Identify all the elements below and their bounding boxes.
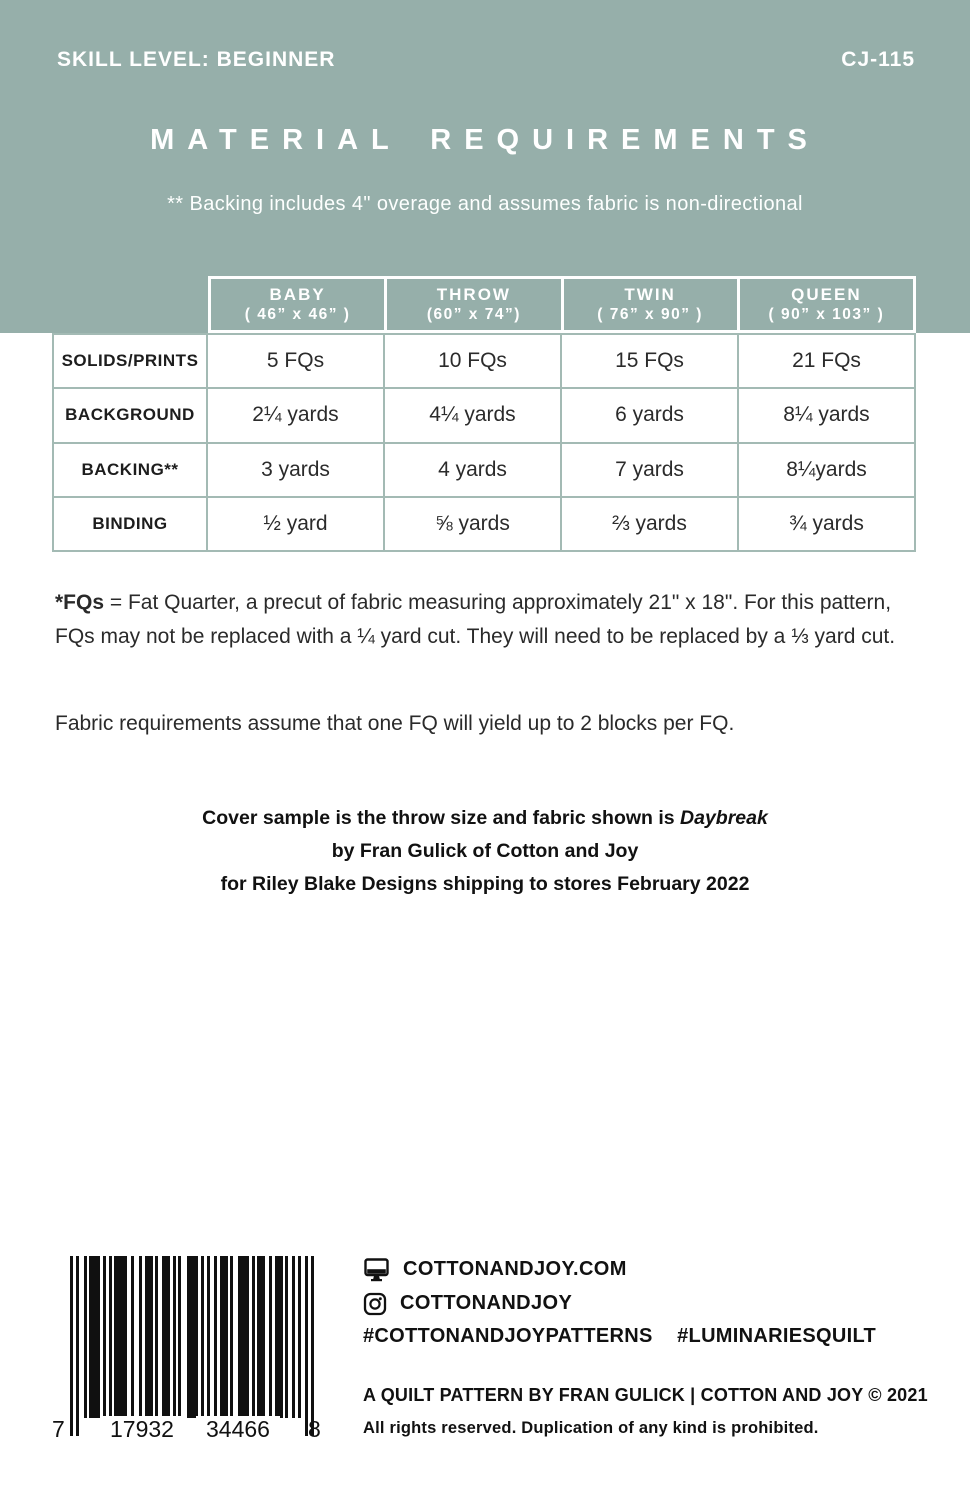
barcode-bar: [298, 1256, 301, 1418]
instagram-row: [363, 1290, 876, 1317]
table-cell: 10 FQs: [385, 335, 560, 387]
backing-note: ** Backing includes 4" overage and assumes fabric is non-directional: [167, 193, 803, 215]
table-cell: ⅔ yards: [562, 498, 737, 550]
table-cell: 7 yards: [562, 444, 737, 496]
row-label-binding: BINDING: [54, 498, 206, 550]
barcode-bar: [173, 1256, 176, 1418]
table-cell: 2¼ yards: [208, 389, 383, 441]
barcode-bar: [178, 1256, 181, 1418]
column-name: TWIN: [624, 285, 676, 305]
barcode-bar: [269, 1256, 272, 1418]
cover-line-2: by Fran Gulick of Cotton and Joy: [331, 840, 639, 862]
barcode-bar: [257, 1256, 265, 1418]
requirements-table-body: [52, 333, 916, 552]
barcode-digit-group1: 17932: [100, 1416, 184, 1443]
table-cell: ⅝ yards: [385, 498, 560, 550]
barcode-bar: [230, 1256, 233, 1418]
column-size: (60” x 74”): [426, 306, 521, 324]
barcode-bar: [139, 1256, 142, 1418]
barcode-bar: [76, 1256, 79, 1436]
hashtags-row: [363, 1325, 876, 1348]
column-header-twin: [564, 279, 737, 330]
notes-section: [55, 586, 917, 741]
table-cell: 15 FQs: [562, 335, 737, 387]
instagram-handle-text: COTTONANDJOY: [400, 1292, 573, 1314]
barcode-bar: [305, 1256, 308, 1436]
monitor-icon: [363, 1256, 390, 1283]
table-cell: 6 yards: [562, 389, 737, 441]
table-cell: ¾ yards: [739, 498, 914, 550]
barcode-digit-left: 7: [52, 1416, 65, 1442]
barcode-bar: [145, 1256, 153, 1418]
table-cell: 5 FQs: [208, 335, 383, 387]
table-cell: ½ yard: [208, 498, 383, 550]
column-header-baby: [211, 279, 384, 330]
barcode-bar: [311, 1256, 314, 1436]
barcode-bar: [238, 1256, 249, 1418]
requirements-table-header: [208, 276, 916, 333]
row-label-solids: SOLIDS/PRINTS: [54, 335, 206, 387]
barcode-bar: [285, 1256, 288, 1418]
barcode-bar: [201, 1256, 204, 1436]
barcode-bar: [187, 1256, 198, 1418]
hashtag-quilt: #LUMINARIESQUILT: [677, 1325, 876, 1347]
barcode-bar: [220, 1256, 228, 1418]
barcode-bar: [114, 1256, 127, 1418]
cover-line-1-text: Cover sample is the throw size and fabric shown is: [202, 807, 681, 829]
page-title: MATERIAL REQUIREMENTS: [150, 124, 820, 156]
table-cell: 21 FQs: [739, 335, 914, 387]
barcode-digit-group2: 34466: [196, 1416, 280, 1443]
credit-line: A QUILT PATTERN BY FRAN GULICK | COTTON AND JOY © 2021: [363, 1385, 928, 1405]
barcode-bar: [109, 1256, 112, 1418]
column-name: BABY: [269, 285, 326, 305]
footer-block: [363, 1256, 928, 1438]
pattern-code: CJ-115: [841, 48, 915, 71]
upc-barcode: [54, 1256, 344, 1451]
barcode-digit-right: 8: [308, 1416, 321, 1442]
fq-bold-term: *FQs: [55, 591, 105, 614]
cover-line-1: [0, 802, 970, 835]
table-cell: 4¼ yards: [385, 389, 560, 441]
barcode-bar: [131, 1256, 134, 1418]
column-name: THROW: [436, 285, 511, 305]
fq-definition-text: = Fat Quarter, a precut of fabric measuring approximately 21" x 18". For this pattern, FQs may not be replaced with a ¼ yard cut. They will need to be replaced by a ⅓ yard cut.: [55, 591, 896, 648]
barcode-bar: [252, 1256, 255, 1418]
row-label-background: BACKGROUND: [54, 389, 206, 441]
barcode-bar: [103, 1256, 106, 1418]
column-size: ( 76” x 90” ): [597, 306, 703, 324]
column-size: ( 46” x 46” ): [244, 306, 351, 324]
skill-level-label: SKILL LEVEL: BEGINNER: [57, 48, 336, 71]
cover-sample-block: [0, 802, 970, 901]
barcode-bar: [275, 1256, 283, 1418]
barcode-bar: [70, 1256, 73, 1436]
website-text: COTTONANDJOY.COM: [403, 1258, 627, 1280]
table-cell: 4 yards: [385, 444, 560, 496]
table-cell: 8¼ yards: [739, 389, 914, 441]
fabric-requirements-note: Fabric requirements assume that one FQ will yield up to 2 blocks per FQ.: [55, 712, 735, 735]
rights-line: All rights reserved. Duplication of any kind is prohibited.: [363, 1419, 819, 1437]
table-cell: 3 yards: [208, 444, 383, 496]
fabric-collection-name: Daybreak: [680, 807, 768, 829]
barcode-bar: [155, 1256, 158, 1418]
barcode-bar: [89, 1256, 100, 1418]
table-cell: 8¼yards: [739, 444, 914, 496]
barcode-bars: [70, 1256, 314, 1436]
hashtag-patterns: #COTTONANDJOYPATTERNS: [363, 1325, 653, 1347]
column-size: ( 90” x 103” ): [768, 306, 885, 324]
barcode-bar: [207, 1256, 210, 1436]
barcode-bar: [214, 1256, 217, 1418]
barcode-bar: [292, 1256, 295, 1418]
barcode-bar: [84, 1256, 87, 1418]
column-header-queen: [740, 279, 913, 330]
website-row: [363, 1256, 876, 1283]
column-name: QUEEN: [791, 285, 862, 305]
fq-definition-paragraph: [55, 586, 917, 654]
barcode-bar: [162, 1256, 170, 1418]
column-header-throw: [387, 279, 560, 330]
instagram-icon: [363, 1292, 387, 1316]
cover-line-3: for Riley Blake Designs shipping to stores February 2022: [220, 873, 750, 895]
row-label-backing: BACKING**: [54, 444, 206, 496]
top-bar: [57, 48, 915, 72]
